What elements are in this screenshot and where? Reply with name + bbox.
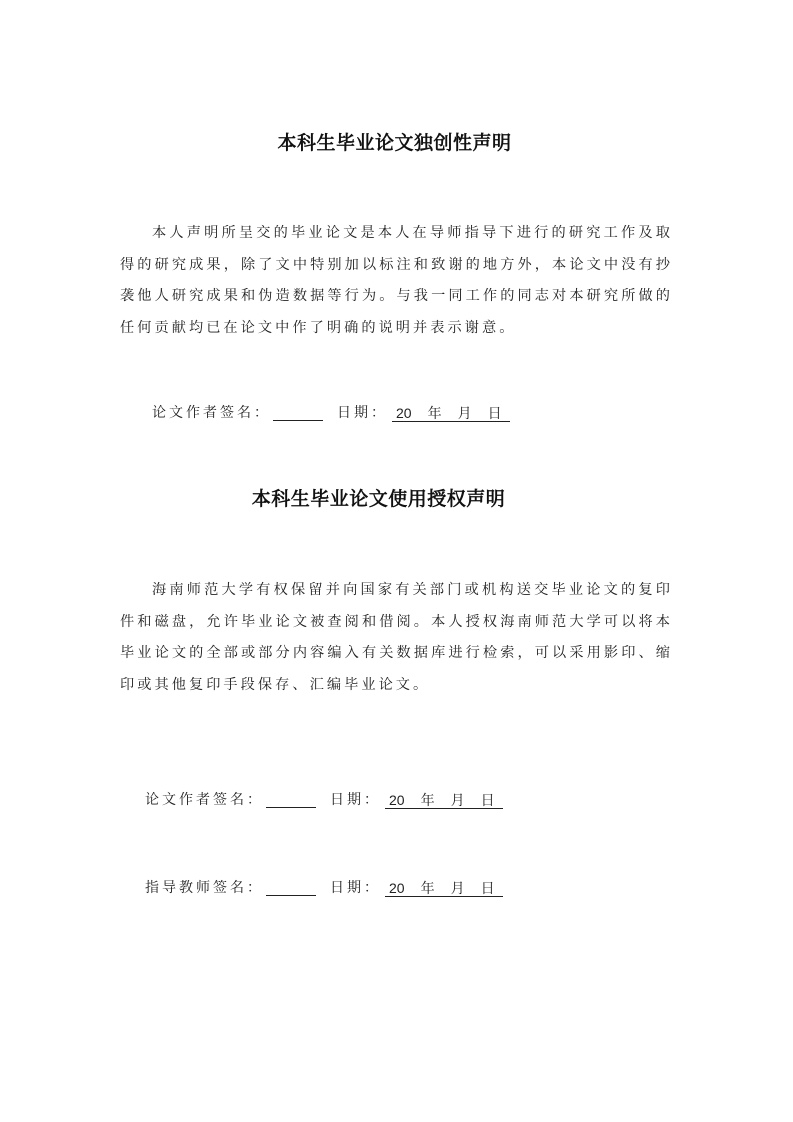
date-label: 日期： [337,405,388,421]
month-unit: 月 [450,881,465,897]
advisor-signature-field[interactable] [266,877,316,896]
year-unit: 年 [427,406,442,422]
author-signature-label: 论文作者签名： [145,792,264,808]
day-unit: 日 [480,881,495,897]
author-signature-field[interactable] [273,402,323,421]
year-prefix: 20 [389,880,405,896]
originality-signature-row [152,402,510,424]
authorization-advisor-signature-row [145,877,503,899]
authorization-author-signature-row [145,789,503,811]
date-field[interactable] [392,402,510,422]
authorization-title: 本科生毕业论文使用授权声明 [251,488,506,510]
originality-title: 本科生毕业论文独创性声明 [277,132,512,154]
date-label: 日期： [330,880,381,896]
authorization-body: 海南师范大学有权保留并向国家有关部门或机构送交毕业论文的复印件和磁盘，允许毕业论文被查阅和借阅。本人授权海南师范大学可以将本毕业论文的全部或部分内容编入有关数据库进行检索，可以采用影印、缩印或其他复印手段保存、汇编毕业论文。 [120,582,673,693]
day-unit: 日 [480,793,495,809]
month-unit: 月 [457,406,472,422]
year-unit: 年 [420,881,435,897]
month-unit: 月 [450,793,465,809]
advisor-signature-label: 指导教师签名： [145,880,264,896]
date-field[interactable] [385,789,503,809]
year-prefix: 20 [396,405,412,421]
day-unit: 日 [487,406,502,422]
date-label: 日期： [330,792,381,808]
author-signature-label: 论文作者签名： [152,405,271,421]
year-unit: 年 [420,793,435,809]
year-prefix: 20 [389,792,405,808]
date-field[interactable] [385,877,503,897]
author-signature-field[interactable] [266,789,316,808]
originality-body: 本人声明所呈交的毕业论文是本人在导师指导下进行的研究工作及取得的研究成果，除了文中特别加以标注和致谢的地方外，本论文中没有抄袭他人研究成果和伪造数据等行为。与我一同工作的同志对本研究所做的任何贡献均已在论文中作了明确的说明并表示谢意。 [120,225,673,336]
